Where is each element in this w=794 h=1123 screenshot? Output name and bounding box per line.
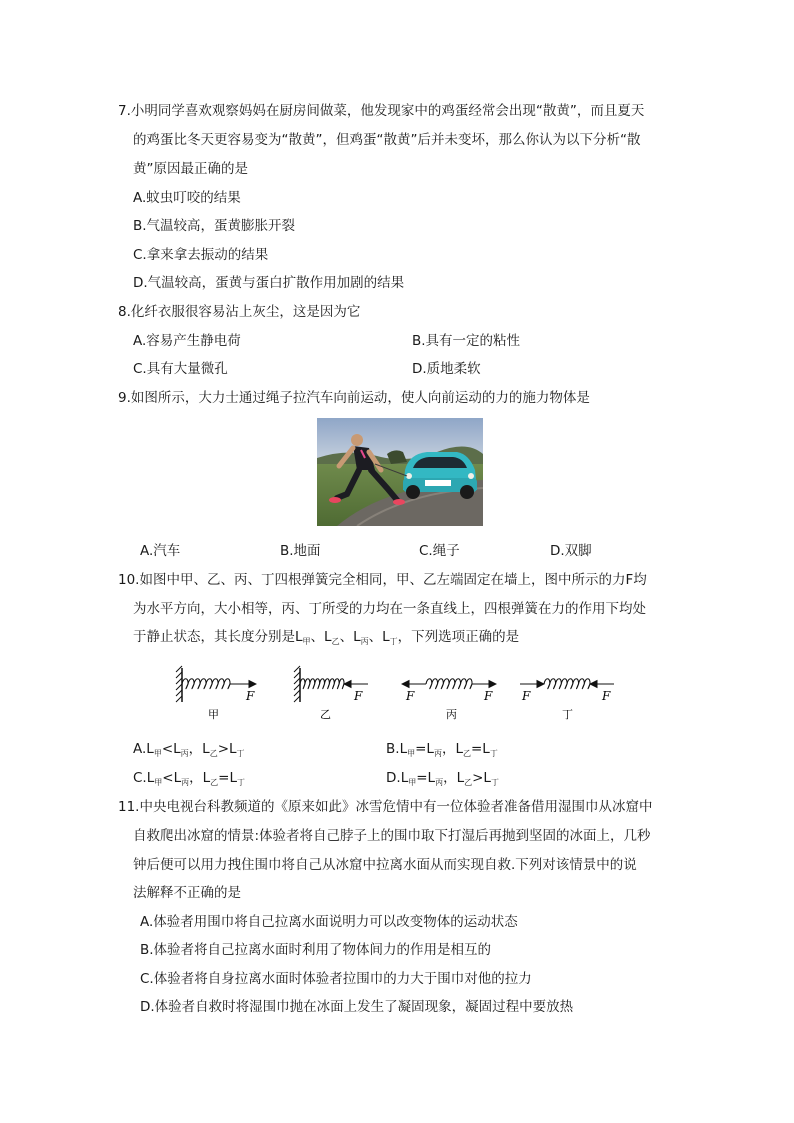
- q11-option-d: D.体验者自救时将湿围巾抛在冰面上发生了凝固现象，凝固过程中要放热: [140, 999, 574, 1015]
- q11-stem-line3: 钟后便可以用力拽住围巾将自己从冰窟中拉离水面从而实现自救.下列对该情景中的说: [133, 857, 637, 873]
- springs-diagram: [170, 662, 630, 722]
- q10-option-b: $B.L_甲=L_丙$，$L_乙=L_丁$: [386, 741, 498, 758]
- q10-option-a: $A.L_甲<L_丙$，$L_乙>L_丁$: [133, 741, 245, 758]
- spring-yi: [294, 666, 368, 721]
- spring-ding: [520, 679, 614, 721]
- q9-stem: 9.如图所示，大力士通过绳子拉汽车向前运动，使人向前运动的力的施力物体是: [118, 390, 590, 406]
- label-jia: 甲: [208, 708, 219, 721]
- q7-option-b: B.气温较高，蛋黄膨胀开裂: [133, 218, 296, 234]
- force-label: F: [602, 689, 611, 703]
- force-label: F: [484, 689, 493, 703]
- force-label: F: [406, 689, 415, 703]
- force-label: F: [246, 689, 255, 703]
- q7-option-c: C.拿来拿去振动的结果: [133, 247, 269, 263]
- q8-option-c: C.具有大量微孔: [133, 361, 228, 377]
- q7-option-d: D.气温较高，蛋黄与蛋白扩散作用加剧的结果: [133, 275, 405, 291]
- q8-stem: 8.化纤衣服很容易沾上灰尘，这是因为它: [118, 304, 361, 320]
- q7-stem-line2: 的鸡蛋比冬天更容易变为“散黄”，但鸡蛋“散黄”后并未变坏，那么你认为以下分析“散: [133, 132, 641, 148]
- force-label: F: [354, 689, 363, 703]
- label-bing: 丙: [446, 708, 457, 721]
- q8-option-b: B.具有一定的粘性: [412, 333, 521, 349]
- strongman-pulling-car-photo: [317, 418, 483, 526]
- q9-option-b: B.地面: [280, 543, 321, 559]
- q8-option-d: D.质地柔软: [412, 361, 481, 377]
- q11-option-b: B.体验者将自己拉离水面时利用了物体间力的作用是相互的: [140, 942, 492, 958]
- spring-jia: [176, 666, 256, 721]
- q10-stem-line2: 为水平方向，大小相等，丙、丁所受的力均在一条直线上，四根弹簧在力的作用下均处: [133, 601, 646, 617]
- label-ding: 丁: [562, 708, 573, 721]
- q8-option-a: A.容易产生静电荷: [133, 333, 241, 349]
- q11-stem-line2: 自救爬出冰窟的情景:体验者将自己脖子上的围巾取下打湿后再抛到坚固的冰面上，几秒: [133, 828, 651, 844]
- q7-option-a: A.蚊虫叮咬的结果: [133, 190, 241, 206]
- q7-stem-line3: 黄”原因最正确的是: [133, 161, 248, 177]
- q9-option-c: C.绳子: [419, 543, 460, 559]
- q9-option-a: A.汽车: [140, 543, 181, 559]
- label-yi: 乙: [320, 708, 331, 721]
- q10-stem-line1: 10.如图中甲、乙、丙、丁四根弹簧完全相同，甲、乙左端固定在墙上，图中所示的力F均: [118, 572, 647, 588]
- q11-option-a: A.体验者用围巾将自己拉离水面说明力可以改变物体的运动状态: [140, 914, 518, 930]
- q10-option-d: $D.L_甲=L_丙$，$L_乙>L_丁$: [386, 770, 499, 787]
- spring-bing: [402, 679, 496, 721]
- coil-ding: [544, 679, 590, 689]
- q9-option-d: D.双脚: [550, 543, 592, 559]
- car-graphic: [403, 452, 477, 499]
- q10-stem-line3: 于静止状态，其长度分别是$L_甲$、$L_乙$、$L_丙$、$L_丁$，下列选项正确的是: [133, 629, 520, 646]
- q10-option-c: $C.L_甲<L_丙$，$L_乙=L_丁$: [133, 770, 245, 787]
- q7-stem-line1: 7.小明同学喜欢观察妈妈在厨房间做菜，他发现家中的鸡蛋经常会出现“散黄”，而且夏天: [118, 103, 645, 119]
- q11-stem-line4: 法解释不正确的是: [133, 885, 241, 901]
- force-label: F: [522, 689, 531, 703]
- coil-jia: [182, 679, 230, 689]
- coil-yi: [300, 679, 344, 689]
- q11-stem-line1: 11.中央电视台科教频道的《原来如此》冰雪危情中有一位体验者准备借用湿围巾从冰窟中: [118, 799, 653, 815]
- coil-bing: [426, 679, 472, 689]
- q11-option-c: C.体验者将自身拉离水面时体验者拉围巾的力大于围巾对他的拉力: [140, 971, 532, 987]
